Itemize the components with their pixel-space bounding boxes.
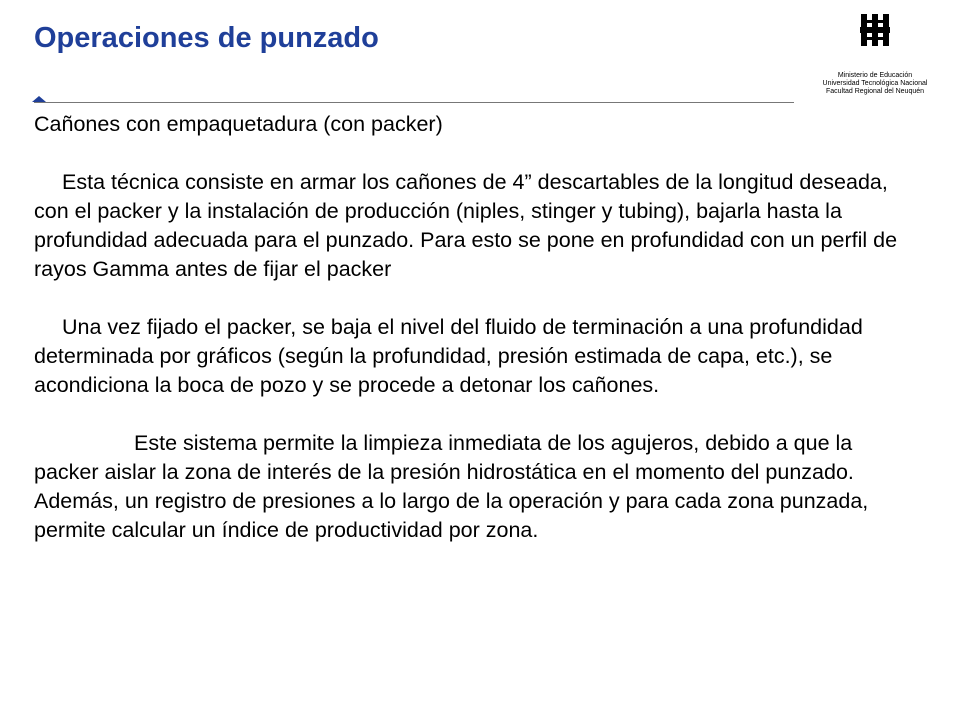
- logo-line-ministry: Ministerio de Educación: [837, 72, 913, 79]
- title-divider: [34, 102, 794, 103]
- logo-caption: [820, 72, 930, 96]
- paragraph-spacer: [34, 139, 914, 168]
- institution-logo: [820, 12, 930, 98]
- body-content: [34, 110, 914, 545]
- paragraph-spacer: [34, 284, 914, 313]
- logo-line-university: Universidad Tecnológica Nacional: [822, 80, 928, 87]
- logo-line-faculty: Facultad Regional del Neuquén: [825, 88, 925, 95]
- paragraph-benefits: Este sistema permite la limpieza inmediata de los agujeros, debido a que la packer aislar la zona de interés de la presión hidrostática en el momento del punzado. Además, un registro de presiones a lo largo de la operación y para cada zona punzada, permite calcular un índice de productividad por zona.: [34, 431, 869, 542]
- section-heading: Cañones con empaquetadura (con packer): [34, 112, 443, 136]
- paragraph-procedure: Una vez fijado el packer, se baja el nivel del fluido de terminación a una profundidad determinada por gráficos (según la profundidad, presión estimada de capa, etc.), se acondiciona la boca de pozo y se procede a detonar los cañones.: [34, 315, 863, 397]
- paragraph-technique: Esta técnica consiste en armar los cañones de 4” descartables de la longitud deseada, con el packer y la instalación de producción (niples, stinger y tubing), bajarla hasta la profundidad adecuada para el punzado. Para esto se pone en profundidad con un perfil de rayos Gamma antes de fijar el packer: [34, 170, 898, 281]
- utn-logo-icon: [857, 12, 893, 48]
- page-title: Operaciones de punzado: [34, 22, 379, 54]
- paragraph-spacer: [34, 400, 914, 429]
